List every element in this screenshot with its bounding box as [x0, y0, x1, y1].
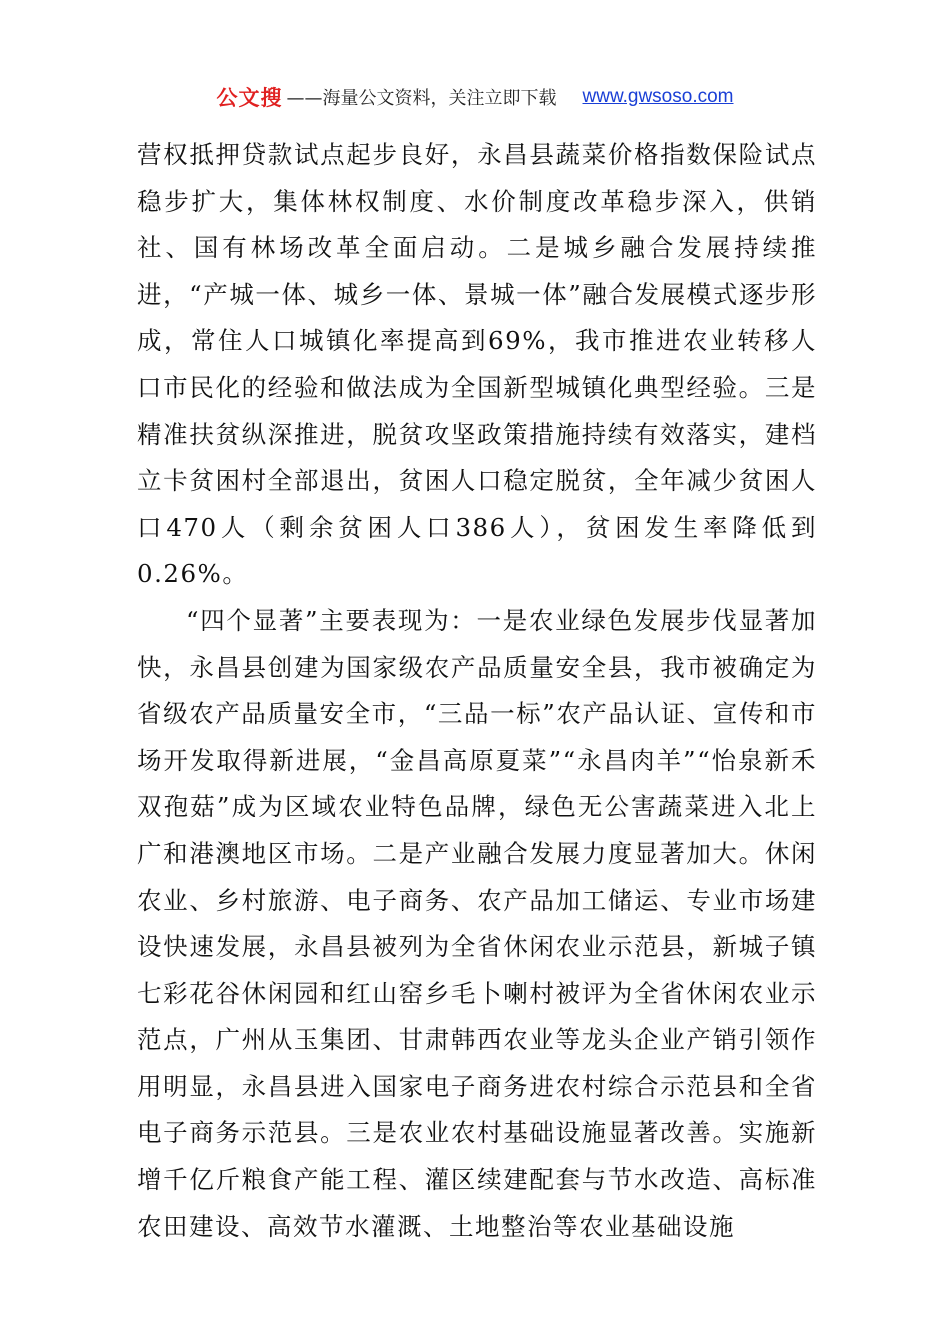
paragraph-continued: 营权抵押贷款试点起步良好，永昌县蔬菜价格指数保险试点稳步扩大，集体林权制度、水价制度改革稳步深入，供销社、国有林场改革全面启动。二是城乡融合发展持续推进，“产城一体、城乡一体、景城一体”融合发展模式逐步形成，常住人口城镇化率提高到69%，我市推进农业转移人口市民化的经验和做法成为全国新型城镇化典型经验。三是精准扶贫纵深推进，脱贫攻坚政策措施持续有效落实，建档立卡贫困村全部退出，贫困人口稳定脱贫，全年减少贫困人口470人（剩余贫困人口386人），贫困发生率降低到0.26%。 [137, 140, 817, 589]
paragraph-four-notable: “四个显著”主要表现为：一是农业绿色发展步伐显著加快，永昌县创建为国家级农产品质量安全县，我市被确定为省级农产品质量安全市，“三品一标”农产品认证、宣传和市场开发取得新进展，“金昌高原夏菜”“永昌肉羊”“怡泉新禾双孢菇”成为区域农业特色品牌，绿色无公害蔬菜进入北上广和港澳地区市场。二是产业融合发展力度显著加大。休闲农业、乡村旅游、电子商务、农产品加工储运、专业市场建设快速发展，永昌县被列为全省休闲农业示范县，新城子镇七彩花谷休闲园和红山窑乡毛卜喇村被评为全省休闲农业示范点，广州从玉集团、甘肃韩西农业等龙头企业产销引领作用明显，永昌县进入国家电子商务进农村综合示范县和全省电子商务示范县。三是农业农村基础设施显著改善。实施新增千亿斤粮食产能工程、灌区续建配套与节水改造、高标准农田建设、高效节水灌溉、土地整治等农业基础设施 [137, 605, 817, 1241]
document-body [137, 132, 817, 1250]
website-link[interactable]: www.gwsoso.com [582, 86, 734, 107]
page-header [0, 80, 950, 114]
header-tagline: ——海量公文资料，关注立即下载 [286, 88, 557, 109]
brand-logo[interactable]: 公文搜 [216, 86, 283, 110]
